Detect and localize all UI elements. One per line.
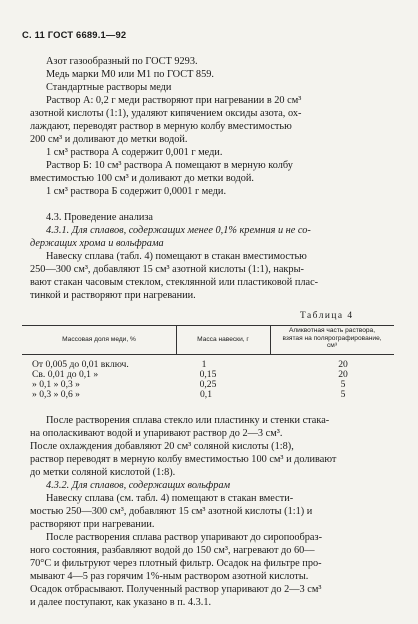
text-line: Медь марки М0 или М1 по ГОСТ 859. xyxy=(46,69,214,80)
text-line: После растворения сплава стекло или пластинку и стенки стака- xyxy=(46,415,330,426)
text-line: Осадок отбрасывают. Полученный раствор упаривают до 2—3 см³ xyxy=(30,584,322,595)
table-cell: От 0,005 до 0,01 включ. xyxy=(32,359,129,370)
table-cell: » 0,1 » 0,3 » xyxy=(32,379,80,390)
section-heading: 4.3. Проведение анализа xyxy=(46,212,153,223)
table-cell: 1 xyxy=(201,359,207,370)
text-line: ного состояния, разбавляют водой до 150 см³, нагревают до 60— xyxy=(30,545,315,556)
text-line: 200 см³ и доливают до метки водой. xyxy=(30,134,188,145)
text-line: Навеску сплава (см. табл. 4) помещают в стакан вмести- xyxy=(46,493,294,504)
text-line: После охлаждения добавляют 20 см³ соляной кислоты (1:8), xyxy=(30,441,294,452)
text-line: азотной кислоты (1:1), удаляют кипячением оксиды азота, ох- xyxy=(30,108,302,119)
table-cell: » 0,3 » 0,6 » xyxy=(32,389,80,400)
table-header: Масса навески, г xyxy=(197,336,249,343)
table-col-divider xyxy=(270,325,271,354)
page-header: С. 11 ГОСТ 6689.1—92 xyxy=(22,29,127,40)
text-line: 1 см³ раствора А содержит 0,001 г меди. xyxy=(46,147,223,158)
text-line: вают стакан часовым стеклом, стеклянной или пластиковой плас- xyxy=(30,277,319,288)
table-cell: 20 xyxy=(338,369,348,380)
subsection-heading: 4.3.1. Для сплавов, содержащих менее 0,1% кремния и не со- xyxy=(46,225,311,236)
text-line: После растворения сплава раствор упаривают до сиропообраз- xyxy=(46,532,322,543)
text-line: Стандартные растворы меди xyxy=(46,82,172,93)
text-line: Раствор Б: 10 см³ раствора А помещают в мерную колбу xyxy=(46,160,293,171)
subsection-heading: держащих хрома и вольфрама xyxy=(30,238,164,249)
table-cell: 0,25 xyxy=(199,379,217,390)
table-header: Аликвотная часть раствора, взятая на полярографирование, см³ xyxy=(282,327,382,350)
text-line: лаждают, переводят раствор в мерную колбу вместимостью xyxy=(30,121,292,132)
text-line: Раствор А: 0,2 г меди растворяют при нагревании в 20 см³ xyxy=(46,95,302,106)
text-line: Азот газообразный по ГОСТ 9293. xyxy=(46,56,198,67)
text-line: Навеску сплава (табл. 4) помещают в стакан вместимостью xyxy=(46,251,307,262)
table-top-rule xyxy=(22,325,394,326)
text-line: на ополаскивают водой и упаривают раствор до 2—3 см³. xyxy=(30,428,283,439)
table-cell: 5 xyxy=(340,379,346,390)
subsection-heading: 4.3.2. Для сплавов, содержащих вольфрам xyxy=(46,480,231,491)
text-line: раствор переводят в мерную колбу вместимостью 100 см³ и доливают xyxy=(30,454,337,465)
text-line: растворяют при нагревании. xyxy=(30,519,155,530)
table-caption: Таблица 4 xyxy=(300,311,354,321)
table-cell: 20 xyxy=(338,359,348,370)
table-header: Массовая доля меди, % xyxy=(62,336,136,343)
table-cell: 0,15 xyxy=(199,369,217,380)
table-header-rule xyxy=(22,354,394,355)
text-line: 1 см³ раствора Б содержит 0,0001 г меди. xyxy=(46,186,227,197)
text-line: 250—300 см³, добавляют 15 см³ азотной кислоты (1:1), накры- xyxy=(30,264,304,275)
table-cell: 0,1 xyxy=(200,389,212,400)
text-line: до метки соляной кислотой (1:8). xyxy=(30,467,176,478)
table-cell: Св. 0,01 до 0,1 » xyxy=(32,369,99,380)
table-cell: 5 xyxy=(340,389,346,400)
text-line: 70°С и фильтруют через плотный фильтр. Осадок на фильтре про- xyxy=(30,558,322,569)
text-line: вместимостью 100 см³ и доливают до метки водой. xyxy=(30,173,254,184)
text-line: мостью 250—300 см³, добавляют 15 см³ азотной кислоты (1:1) и xyxy=(30,506,313,517)
text-line: и далее поступают, как указано в п. 4.3.1. xyxy=(30,597,212,608)
text-line: мывают 4—5 раз горячим 1%-ным раствором азотной кислоты. xyxy=(30,571,309,582)
text-line: тинкой и растворяют при нагревании. xyxy=(30,290,196,301)
